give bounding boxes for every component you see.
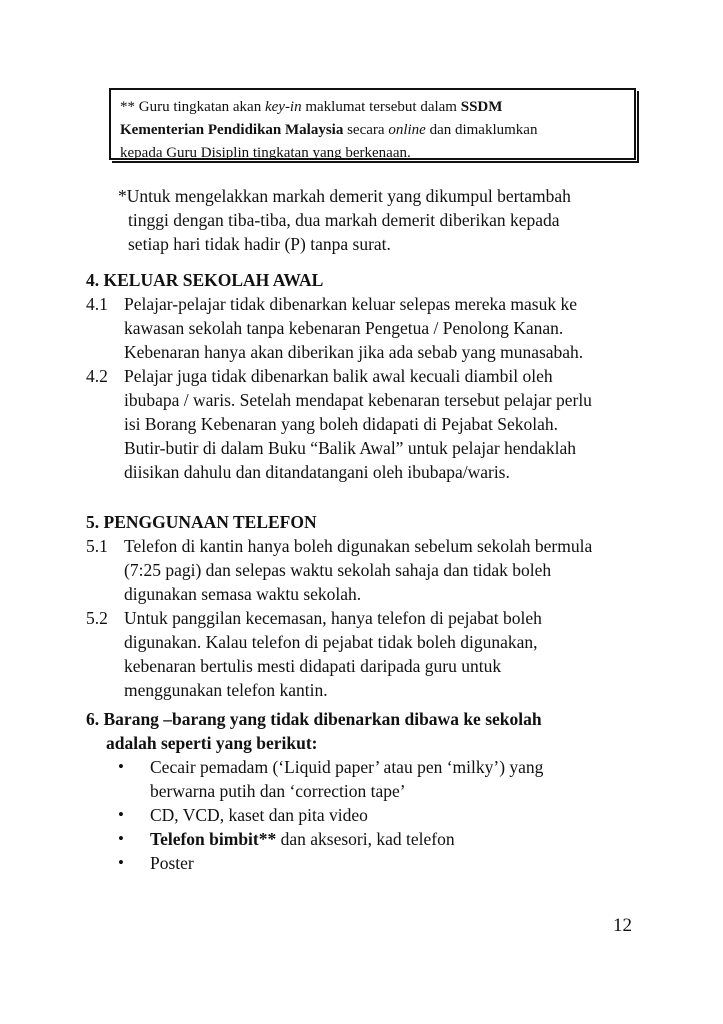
item-number: 5.1 xyxy=(86,536,108,556)
item-line: isi Borang Kebenaran yang boleh didapati di Pejabat Sekolah. xyxy=(124,414,558,434)
note-box-text xyxy=(120,96,632,165)
item-line: ibubapa / waris. Setelah mendapat kebenaran tersebut pelajar perlu xyxy=(124,390,592,410)
item-line: Telefon di kantin hanya boleh digunakan sebelum sekolah bermula xyxy=(124,536,593,556)
note-line-3: kepada Guru Disiplin tingkatan yang berkenaan. xyxy=(120,145,411,161)
demerit-note-line-2: tinggi dengan tiba-tiba, dua markah demerit diberikan kepada xyxy=(128,210,560,230)
note-text-ssdm: SSDM xyxy=(460,99,503,115)
list-item-line: CD, VCD, kaset dan pita video xyxy=(150,805,368,825)
item-line: kebenaran bertulis mesti didapati daripada guru untuk xyxy=(124,656,502,676)
list-item xyxy=(118,827,686,851)
demerit-note-line-3: setiap hari tidak hadir (P) tanpa surat. xyxy=(128,234,391,254)
note-text-c: secara xyxy=(343,122,389,138)
item-line: Butir-butir di dalam Buku “Balik Awal” untuk pelajar hendaklah xyxy=(124,438,576,458)
section-4-heading: 4. KELUAR SEKOLAH AWAL xyxy=(86,270,324,290)
item-line: digunakan semasa waktu sekolah. xyxy=(124,584,362,604)
item-line: digunakan. Kalau telefon di pejabat tidak boleh digunakan, xyxy=(124,632,538,652)
item-line: Untuk panggilan kecemasan, hanya telefon di pejabat boleh xyxy=(124,608,542,628)
section-6-heading-line-1: 6. Barang –barang yang tidak dibenarkan dibawa ke sekolah xyxy=(86,709,542,729)
item-line: menggunakan telefon kantin. xyxy=(124,680,328,700)
item-4-1 xyxy=(86,292,686,364)
note-line-2 xyxy=(120,119,632,142)
list-item xyxy=(118,755,686,803)
demerit-note xyxy=(118,184,658,256)
list-item-line xyxy=(150,827,686,851)
note-text-keyin: key-in xyxy=(264,99,302,115)
item-line: Kebenaran hanya akan diberikan jika ada sebab yang munasabah. xyxy=(124,342,584,362)
list-item-bold: Telefon bimbit** xyxy=(150,829,277,849)
item-line: Pelajar-pelajar tidak dibenarkan keluar selepas mereka masuk ke xyxy=(124,294,577,314)
bullet-icon: • xyxy=(118,757,124,776)
bullet-icon: • xyxy=(118,805,124,824)
banned-items-list xyxy=(86,755,686,875)
section-6 xyxy=(86,707,686,875)
section-5 xyxy=(86,510,686,702)
section-5-heading: 5. PENGGUNAAN TELEFON xyxy=(86,512,317,532)
section-4 xyxy=(86,268,686,484)
bullet-icon: • xyxy=(118,853,124,872)
section-6-heading-line-2: adalah seperti yang berikut: xyxy=(106,733,318,753)
note-text-d: dan dimaklumkan xyxy=(425,122,538,138)
demerit-note-line-1: *Untuk mengelakkan markah demerit yang dikumpul bertambah xyxy=(118,186,571,206)
list-item-line: Cecair pemadam (‘Liquid paper’ atau pen ‘milky’) yang xyxy=(150,757,544,777)
list-item xyxy=(118,803,686,827)
list-item xyxy=(118,851,686,875)
item-5-1 xyxy=(86,534,686,606)
list-item-rest: dan aksesori, kad telefon xyxy=(276,829,455,849)
item-line: kawasan sekolah tanpa kebenaran Pengetua / Penolong Kanan. xyxy=(124,318,564,338)
item-line: Pelajar juga tidak dibenarkan balik awal kecuali diambil oleh xyxy=(124,366,553,386)
item-line: diisikan dahulu dan ditandatangani oleh ibubapa/waris. xyxy=(124,462,510,482)
item-line: (7:25 pagi) dan selepas waktu sekolah sahaja dan tidak boleh xyxy=(124,560,552,580)
item-5-2 xyxy=(86,606,686,702)
note-line-1 xyxy=(120,96,632,119)
item-4-2 xyxy=(86,364,686,484)
page-number: 12 xyxy=(613,915,632,936)
note-text-online: online xyxy=(388,122,426,138)
note-text-b: maklumat tersebut dalam xyxy=(301,99,461,115)
note-text-a: ** Guru tingkatan akan xyxy=(120,99,265,115)
list-item-line: Poster xyxy=(150,853,194,873)
list-item-line: berwarna putih dan ‘correction tape’ xyxy=(150,781,406,801)
item-number: 4.2 xyxy=(86,366,108,386)
item-number: 4.1 xyxy=(86,294,108,314)
bullet-icon: • xyxy=(118,829,124,848)
item-number: 5.2 xyxy=(86,608,108,628)
note-text-kpm: Kementerian Pendidikan Malaysia xyxy=(120,122,344,138)
